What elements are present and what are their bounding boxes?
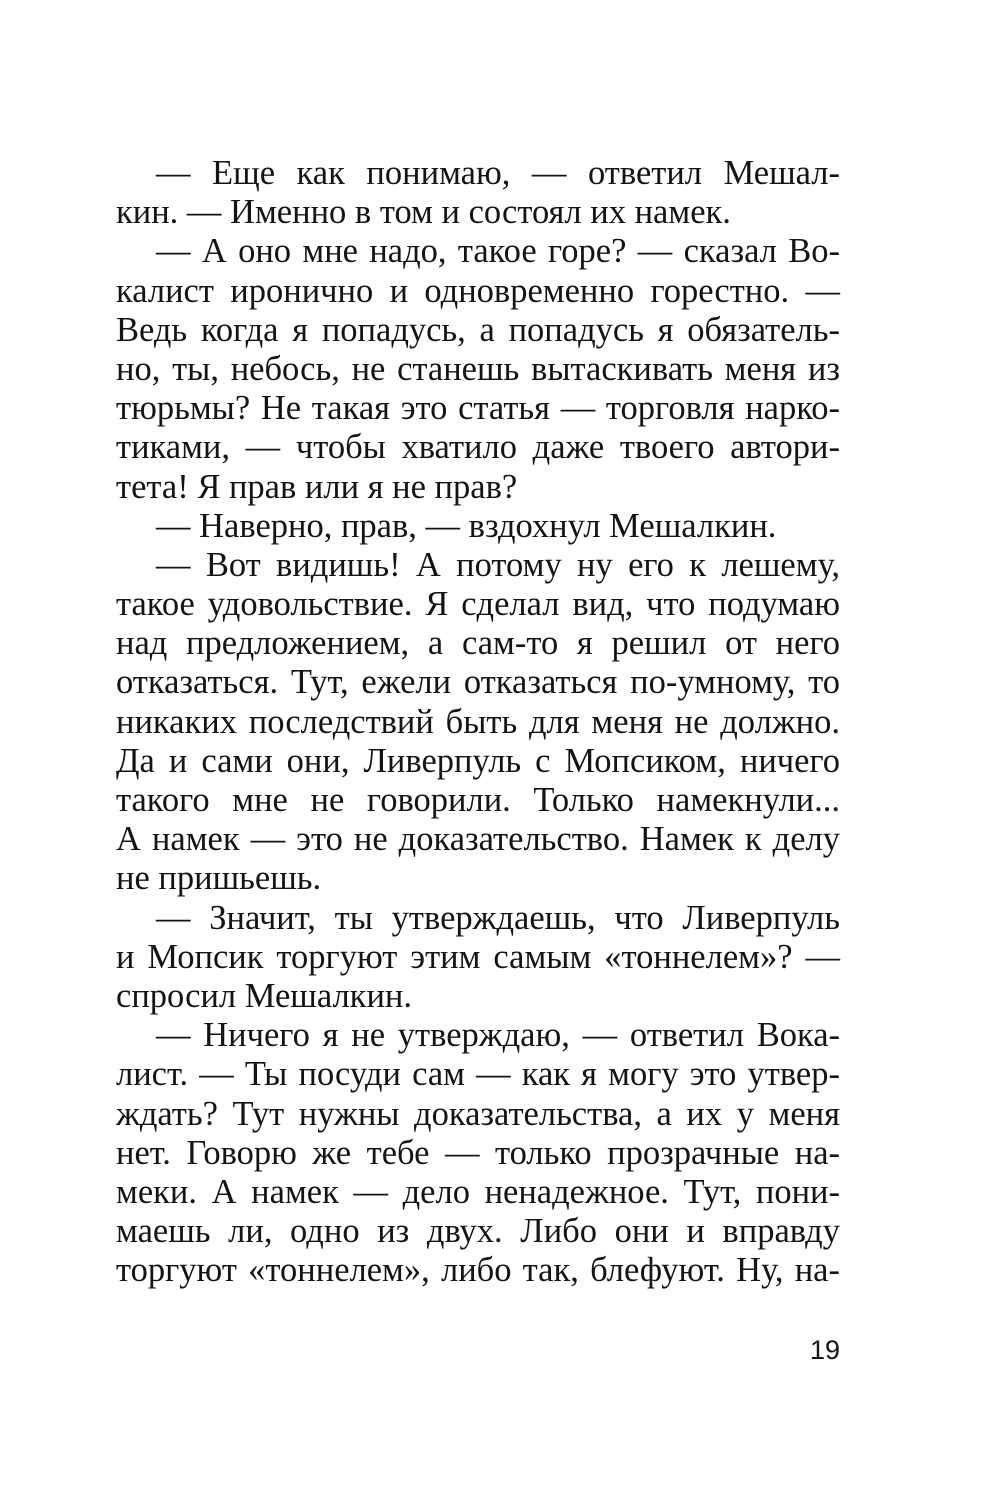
page-number: 19	[809, 1335, 840, 1365]
text-line: торгуют «тоннелем», либо так, блефуют. Ну, на-	[116, 1251, 840, 1290]
text-line: Ведь когда я попадусь, а попадусь я обязатель-	[116, 310, 840, 349]
text-line: нет. Говорю же тебе — только прозрачные на-	[116, 1133, 840, 1172]
text-line: — А оно мне надо, такое горе? — сказал Во-	[156, 232, 840, 271]
text-line: калист иронично и одновременно горестно. —	[116, 271, 840, 310]
text-line: — Значит, ты утверждаешь, что Ливерпуль	[156, 898, 840, 937]
text-line: Да и сами они, Ливерпуль с Мопсиком, ничего	[116, 741, 840, 780]
body-text	[116, 154, 840, 1290]
text-line: — Вот видишь! А потому ну его к лешему,	[156, 545, 840, 584]
text-line: такое удовольствие. Я сделал вид, что подумаю	[116, 585, 840, 624]
text-line: отказаться. Тут, ежели отказаться по-умному, то	[116, 663, 840, 702]
text-line: не пришьешь.	[116, 859, 322, 898]
text-line: — Ничего я не утверждаю, — ответил Вока-	[156, 1016, 840, 1055]
text-line: никаких последствий быть для меня не должно.	[116, 702, 840, 741]
text-line: тиками, — чтобы хватило даже твоего автори-	[116, 428, 840, 467]
text-line: но, ты, небось, не станешь вытаскивать меня из	[116, 349, 840, 388]
text-line: лист. — Ты посуди сам — как я могу это утвер-	[116, 1055, 840, 1094]
text-line: ждать? Тут нужны доказательства, а их у меня	[116, 1094, 840, 1133]
text-line: тета! Я прав или я не прав?	[116, 467, 518, 506]
text-line: — Еще как понимаю, — ответил Мешал-	[156, 154, 840, 192]
text-line: такого мне не говорили. Только намекнули...	[116, 781, 840, 819]
text-line: — Наверно, прав, — вздохнул Мешалкин.	[156, 506, 777, 545]
text-line: и Мопсик торгуют этим самым «тоннелем»? —	[116, 937, 840, 976]
text-line: спросил Мешалкин.	[116, 976, 412, 1015]
text-line: меки. А намек — дело ненадежное. Тут, пони-	[116, 1172, 840, 1211]
text-line: кин. — Именно в том и состоял их намек.	[116, 193, 731, 232]
text-line: А намек — это не доказательство. Намек к делу	[116, 820, 840, 859]
text-line: над предложением, а сам-то я решил от него	[116, 624, 840, 663]
text-line: маешь ли, одно из двух. Либо они и вправду	[116, 1212, 840, 1251]
text-line: тюрьмы? Не такая это статья — торговля нарко-	[116, 389, 840, 428]
